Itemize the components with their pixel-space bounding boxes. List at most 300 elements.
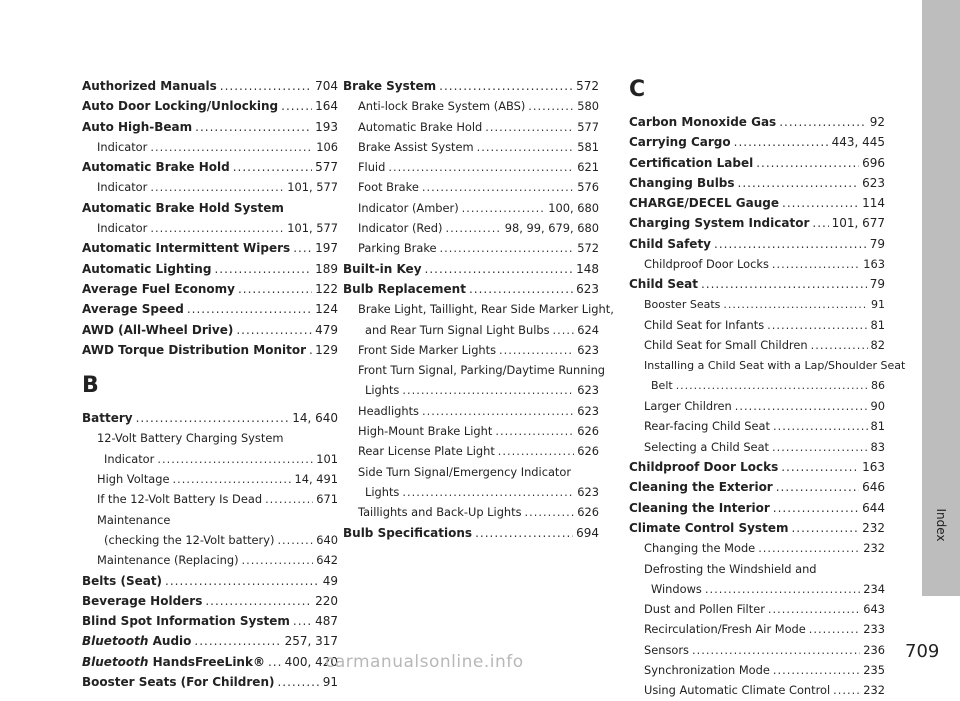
index-entry[interactable] — [82, 76, 338, 96]
leader-dots — [281, 96, 312, 116]
index-subentry[interactable] — [343, 218, 599, 238]
entry-label: High Voltage — [97, 472, 170, 487]
leader-dots — [136, 408, 290, 428]
leader-dots — [439, 76, 573, 96]
entry-label: Maintenance — [97, 512, 171, 527]
entry-page-ref[interactable]: 646 — [862, 480, 885, 495]
entry-page-ref[interactable]: 400, 420 — [284, 654, 338, 669]
index-subentry[interactable] — [343, 299, 614, 319]
leader-dots — [773, 416, 868, 436]
entry-label: Auto Door Locking/Unlocking — [82, 99, 279, 114]
index-subentry[interactable] — [82, 137, 338, 157]
leader-dots — [553, 320, 575, 340]
index-subentry[interactable] — [629, 437, 885, 457]
leader-dots — [738, 173, 860, 193]
leader-dots — [485, 117, 574, 137]
entry-page-ref[interactable]: 621 — [577, 160, 599, 175]
entry-page-ref[interactable]: 623 — [577, 342, 599, 357]
entry-label: Headlights — [358, 403, 419, 418]
index-column-3 — [629, 76, 906, 701]
index-subentry[interactable] — [343, 401, 599, 421]
entry-page-ref[interactable]: 189 — [315, 261, 338, 276]
index-entry[interactable] — [82, 652, 338, 672]
entry-page-ref[interactable]: 197 — [315, 241, 338, 256]
entry-label: Child Seat for Infants — [644, 317, 765, 332]
index-entry[interactable] — [343, 523, 599, 543]
entry-page-ref[interactable]: 82 — [870, 338, 885, 353]
entry-page-ref[interactable]: 101, 577 — [287, 180, 338, 195]
entry-label: Selecting a Child Seat — [644, 439, 770, 454]
entry-page-ref[interactable]: 163 — [863, 257, 885, 272]
entry-page-ref[interactable]: 100, 680 — [548, 200, 599, 215]
index-entry[interactable] — [629, 518, 885, 538]
leader-dots — [469, 279, 573, 299]
entry-label: Automatic Lighting — [82, 261, 212, 276]
entry-label: Blind Spot Information System — [82, 614, 290, 629]
entry-label: Brake System — [343, 79, 437, 93]
entry-page-ref[interactable]: 643 — [863, 602, 885, 617]
entry-page-ref[interactable]: 572 — [577, 241, 599, 256]
entry-page-ref[interactable]: 623 — [576, 281, 599, 296]
entry-page-ref[interactable]: 704 — [315, 79, 338, 93]
entry-label: Brake Assist System — [358, 139, 474, 154]
entry-page-ref[interactable]: 580 — [577, 99, 599, 114]
entry-page-ref[interactable]: 626 — [577, 444, 599, 459]
index-subentry[interactable] — [629, 295, 885, 315]
leader-dots — [676, 376, 868, 396]
entry-page-ref[interactable]: 623 — [862, 175, 885, 190]
entry-label: Installing a Child Seat with a Lap/Shoulder Seat — [644, 358, 906, 372]
entry-label: Front Side Marker Lights — [358, 342, 497, 357]
entry-page-ref[interactable]: 101, 577 — [287, 221, 338, 236]
entry-label: Average Speed — [82, 302, 184, 317]
watermark: carmanualsonline.info — [325, 652, 524, 672]
leader-dots — [758, 538, 860, 558]
leader-dots — [422, 177, 574, 197]
index-subentry[interactable] — [82, 530, 338, 550]
index-subentry[interactable] — [629, 335, 885, 355]
entry-label: Carbon Monoxide Gas — [629, 115, 777, 129]
leader-dots — [723, 295, 868, 315]
entry-page-ref[interactable]: 114 — [862, 196, 885, 211]
leader-dots — [714, 234, 867, 254]
index-entry[interactable] — [629, 457, 885, 477]
index-subentry[interactable] — [343, 421, 599, 441]
entry-label: Dust and Pollen Filter — [644, 602, 765, 617]
index-entry[interactable] — [629, 153, 885, 173]
entry-page-ref[interactable]: 220 — [315, 593, 338, 608]
index-subentry[interactable] — [629, 416, 885, 436]
leader-dots — [214, 259, 312, 279]
entry-page-ref[interactable]: 235 — [863, 663, 885, 678]
entry-page-ref[interactable]: 79 — [869, 277, 885, 292]
entry-page-ref[interactable]: 86 — [871, 378, 885, 392]
entry-label: Rear-facing Child Seat — [644, 419, 770, 434]
leader-dots — [812, 213, 828, 233]
entry-label: Automatic Brake Hold — [358, 119, 483, 134]
entry-page-ref[interactable]: 696 — [862, 155, 885, 170]
index-subentry[interactable] — [343, 96, 599, 116]
leader-dots — [528, 96, 574, 116]
entry-page-ref[interactable]: 642 — [316, 553, 338, 568]
index-subentry[interactable] — [343, 462, 599, 482]
index-column-1 — [82, 76, 338, 692]
index-entry[interactable] — [82, 571, 338, 591]
leader-dots — [781, 457, 859, 477]
entry-page-ref[interactable]: 479 — [315, 322, 338, 337]
entry-page-ref[interactable]: 581 — [577, 139, 599, 154]
index-entry[interactable] — [629, 132, 885, 152]
index-entry[interactable] — [82, 238, 338, 258]
entry-label: Side Turn Signal/Emergency Indicator — [358, 464, 572, 479]
index-entry[interactable] — [82, 408, 338, 428]
leader-dots — [150, 137, 313, 157]
entry-label: Child Seat for Small Children — [644, 338, 808, 353]
leader-dots — [768, 599, 860, 619]
index-entry[interactable] — [82, 591, 338, 611]
index-subentry[interactable] — [343, 157, 599, 177]
index-entry[interactable] — [629, 193, 885, 213]
index-entry[interactable] — [343, 259, 599, 279]
leader-dots — [236, 320, 312, 340]
entry-label: Childproof Door Locks — [644, 257, 769, 272]
leader-dots — [265, 489, 313, 509]
entry-page-ref[interactable]: 624 — [577, 322, 599, 337]
entry-page-ref[interactable]: 232 — [862, 520, 885, 535]
entry-label: Indicator — [97, 139, 148, 154]
leader-dots — [268, 652, 282, 672]
entry-page-ref[interactable]: 640 — [316, 532, 338, 547]
index-subentry[interactable] — [629, 315, 885, 335]
entry-page-ref[interactable]: 577 — [577, 119, 599, 134]
index-subentry[interactable] — [82, 177, 338, 197]
entry-label: Automatic Brake Hold System — [82, 200, 284, 215]
section-letter: C — [629, 77, 646, 102]
entry-label: Using Automatic Climate Control — [644, 683, 831, 698]
index-subentry[interactable] — [629, 538, 885, 558]
entry-label: Bluetooth Audio — [82, 634, 192, 649]
entry-page-ref[interactable]: 232 — [863, 541, 885, 556]
leader-dots — [705, 579, 860, 599]
entry-label: AWD Torque Distribution Monitor — [82, 342, 306, 357]
index-subentry[interactable] — [629, 376, 885, 396]
entry-label: Cleaning the Interior — [629, 500, 770, 515]
leader-dots — [293, 611, 312, 631]
index-entry[interactable] — [82, 96, 338, 116]
entry-page-ref[interactable]: 90 — [870, 399, 885, 414]
entry-page-ref[interactable]: 91 — [871, 297, 885, 311]
leader-dots — [809, 619, 860, 639]
entry-page-ref[interactable]: 193 — [315, 119, 338, 134]
index-entry[interactable] — [629, 477, 885, 497]
entry-page-ref[interactable]: 644 — [862, 500, 885, 515]
index-entry[interactable] — [82, 259, 338, 279]
index-subentry[interactable] — [82, 469, 338, 489]
leader-dots — [776, 477, 859, 497]
entry-page-ref[interactable]: 236 — [863, 642, 885, 657]
entry-label: 12-Volt Battery Charging System — [97, 431, 284, 446]
entry-page-ref[interactable]: 79 — [869, 236, 885, 251]
entry-label: Child Seat — [629, 277, 698, 292]
entry-label: Synchronization Mode — [644, 663, 770, 678]
entry-label: Belt — [651, 378, 673, 392]
entry-page-ref[interactable]: 92 — [869, 115, 885, 129]
entry-label: Maintenance (Replacing) — [97, 553, 239, 568]
index-entry[interactable] — [629, 213, 885, 233]
entry-label: Climate Control System — [629, 520, 789, 535]
entry-page-ref[interactable]: 163 — [862, 460, 885, 475]
entry-page-ref[interactable]: 106 — [316, 139, 338, 154]
index-entry[interactable] — [82, 631, 338, 651]
index-side-tab[interactable] — [922, 0, 960, 596]
index-entry[interactable] — [82, 157, 338, 177]
index-subentry[interactable] — [629, 660, 885, 680]
index-subentry[interactable] — [343, 340, 599, 360]
entry-page-ref[interactable]: 129 — [315, 342, 338, 357]
entry-page-ref[interactable]: 623 — [577, 403, 599, 418]
entry-label: Childproof Door Locks — [629, 460, 779, 475]
entry-label: Built-in Key — [343, 261, 422, 276]
entry-label: Anti-lock Brake System (ABS) — [358, 99, 526, 114]
index-entry[interactable] — [629, 498, 885, 518]
leader-dots — [165, 571, 320, 591]
index-entry[interactable] — [82, 117, 338, 137]
entry-label: High-Mount Brake Light — [358, 424, 493, 439]
entry-label: Lights — [365, 484, 400, 499]
entry-label: Defrosting the Windshield and — [644, 561, 817, 576]
entry-label: Bulb Replacement — [343, 281, 466, 296]
leader-dots — [150, 218, 284, 238]
index-subentry[interactable] — [82, 449, 338, 469]
index-subentry[interactable] — [343, 360, 606, 380]
entry-page-ref[interactable]: 49 — [322, 573, 338, 588]
leader-dots — [734, 132, 829, 152]
index-subentry[interactable] — [629, 579, 885, 599]
entry-label: Child Safety — [629, 236, 712, 251]
index-subentry[interactable] — [343, 177, 599, 197]
entry-page-ref[interactable]: 148 — [576, 261, 599, 276]
index-entry[interactable] — [82, 198, 338, 218]
entry-page-ref[interactable]: 164 — [315, 99, 338, 114]
index-subentry[interactable] — [82, 489, 338, 509]
entry-page-ref[interactable]: 671 — [316, 492, 338, 507]
entry-label: Booster Seats — [644, 297, 721, 311]
entry-label: Indicator — [104, 451, 155, 466]
leader-dots — [735, 396, 868, 416]
leader-dots — [462, 198, 546, 218]
leader-dots — [756, 153, 859, 173]
leader-dots — [277, 672, 319, 692]
index-subentry[interactable] — [629, 640, 885, 660]
entry-page-ref[interactable]: 257, 317 — [284, 634, 338, 649]
entry-page-ref[interactable]: 623 — [577, 484, 599, 499]
leader-dots — [701, 274, 867, 294]
entry-page-ref[interactable]: 576 — [577, 180, 599, 195]
index-entry[interactable] — [629, 173, 885, 193]
index-entry[interactable] — [629, 274, 885, 294]
index-subentry[interactable] — [629, 356, 906, 376]
entry-label: Larger Children — [644, 399, 732, 414]
entry-page-ref[interactable]: 694 — [576, 525, 599, 540]
entry-label: Bulb Specifications — [343, 525, 473, 540]
entry-page-ref[interactable]: 443, 445 — [831, 135, 885, 150]
section-letter: B — [82, 373, 99, 399]
entry-page-ref[interactable]: 91 — [322, 675, 338, 690]
entry-label: Fluid — [358, 160, 386, 175]
entry-label: Indicator (Red) — [358, 221, 443, 236]
index-entry[interactable] — [82, 320, 338, 340]
entry-label: Recirculation/Fresh Air Mode — [644, 622, 806, 637]
index-entry[interactable] — [343, 279, 599, 299]
entry-label: Bluetooth HandsFreeLink® — [82, 654, 265, 669]
index-subentry[interactable] — [343, 380, 599, 400]
entry-page-ref[interactable]: 101 — [316, 451, 338, 466]
index-column-2 — [343, 76, 614, 543]
entry-label: Brake Light, Taillight, Rear Side Marker Light, — [358, 302, 614, 317]
leader-dots — [205, 591, 312, 611]
leader-dots — [309, 340, 312, 360]
entry-label: Authorized Manuals — [82, 79, 217, 93]
index-subentry[interactable] — [343, 502, 599, 522]
index-entry[interactable] — [82, 340, 338, 360]
entry-label: Changing the Mode — [644, 541, 756, 556]
entry-label: Indicator (Amber) — [358, 200, 459, 215]
leader-dots — [499, 340, 574, 360]
entry-page-ref[interactable]: 234 — [863, 581, 885, 596]
index-subentry[interactable] — [82, 428, 338, 448]
index-subentry[interactable] — [343, 482, 599, 502]
leader-dots — [422, 401, 574, 421]
index-subentry[interactable] — [343, 320, 599, 340]
index-subentry[interactable] — [629, 254, 885, 274]
entry-page-ref[interactable]: 122 — [315, 281, 338, 296]
index-entry[interactable] — [629, 234, 885, 254]
index-subentry[interactable] — [343, 238, 599, 258]
leader-dots — [150, 177, 284, 197]
page-number: 709 — [905, 641, 940, 662]
entry-label: Cleaning the Exterior — [629, 480, 773, 495]
index-subentry[interactable] — [343, 117, 599, 137]
index-entry[interactable] — [82, 279, 338, 299]
leader-dots — [402, 482, 574, 502]
leader-dots — [525, 502, 575, 522]
index-subentry[interactable] — [343, 198, 599, 218]
entry-page-ref[interactable]: 98, 99, 679, 680 — [504, 221, 599, 236]
entry-label: Automatic Intermittent Wipers — [82, 241, 291, 256]
leader-dots — [187, 299, 312, 319]
entry-label: If the 12-Volt Battery Is Dead — [97, 492, 263, 507]
index-subentry[interactable] — [82, 510, 338, 530]
entry-page-ref[interactable]: 626 — [577, 424, 599, 439]
entry-label: Average Fuel Economy — [82, 281, 235, 296]
entry-label: Belts (Seat) — [82, 573, 163, 588]
leader-dots — [157, 449, 313, 469]
leader-dots — [773, 498, 859, 518]
leader-dots — [195, 117, 312, 137]
entry-label: and Rear Turn Signal Light Bulbs — [365, 322, 550, 337]
leader-dots — [772, 437, 867, 457]
leader-dots — [220, 76, 312, 96]
entry-page-ref[interactable]: 81 — [870, 419, 885, 434]
entry-page-ref[interactable]: 83 — [870, 439, 885, 454]
entry-page-ref[interactable]: 124 — [315, 302, 338, 317]
index-subentry[interactable] — [343, 137, 599, 157]
entry-label: Charging System Indicator — [629, 216, 810, 231]
leader-dots — [242, 550, 314, 570]
entry-label: Lights — [365, 383, 400, 398]
leader-dots — [402, 380, 574, 400]
index-entry[interactable] — [82, 299, 338, 319]
entry-label: Certification Label — [629, 155, 754, 170]
entry-page-ref[interactable]: 577 — [315, 160, 338, 175]
index-subentry[interactable] — [629, 619, 885, 639]
entry-label: Parking Brake — [358, 241, 437, 256]
leader-dots — [233, 157, 312, 177]
entry-label: Automatic Brake Hold — [82, 160, 230, 175]
leader-dots — [791, 518, 859, 538]
leader-dots — [773, 660, 860, 680]
leader-dots — [293, 238, 312, 258]
leader-dots — [194, 631, 281, 651]
entry-page-ref[interactable]: 81 — [870, 317, 885, 332]
entry-label: Rear License Plate Light — [358, 444, 495, 459]
entry-page-ref[interactable]: 626 — [577, 505, 599, 520]
entry-page-ref[interactable]: 487 — [315, 614, 338, 629]
leader-dots — [440, 238, 575, 258]
index-subentry[interactable] — [82, 218, 338, 238]
leader-dots — [772, 254, 860, 274]
index-subentry[interactable] — [629, 680, 885, 700]
entry-label: Booster Seats (For Children) — [82, 675, 275, 690]
leader-dots — [498, 441, 574, 461]
entry-label: Beverage Holders — [82, 593, 203, 608]
side-tab-label: Index — [934, 508, 948, 542]
leader-dots — [277, 530, 313, 550]
index-entry[interactable] — [82, 672, 338, 692]
entry-page-ref[interactable]: 623 — [577, 383, 599, 398]
entry-page-ref[interactable]: 572 — [576, 79, 599, 93]
entry-page-ref[interactable]: 101, 677 — [831, 216, 885, 231]
index-subentry[interactable] — [629, 559, 885, 579]
entry-label: Indicator — [97, 180, 148, 195]
leader-dots — [388, 157, 574, 177]
index-subentry[interactable] — [343, 441, 599, 461]
entry-page-ref[interactable]: 233 — [863, 622, 885, 637]
index-subentry[interactable] — [82, 550, 338, 570]
leader-dots — [833, 680, 860, 700]
entry-label: Windows — [651, 581, 702, 596]
index-entry[interactable] — [343, 76, 599, 96]
entry-label: Front Turn Signal, Parking/Daytime Running — [358, 363, 606, 378]
entry-label: Auto High-Beam — [82, 119, 193, 134]
leader-dots — [173, 469, 292, 489]
leader-dots — [425, 259, 574, 279]
entry-label: Taillights and Back-Up Lights — [358, 505, 522, 520]
leader-dots — [782, 193, 859, 213]
leader-dots — [495, 421, 574, 441]
entry-page-ref[interactable]: 14, 491 — [294, 472, 338, 487]
index-subentry[interactable] — [629, 396, 885, 416]
index-entry[interactable] — [629, 112, 885, 132]
entry-label: Changing Bulbs — [629, 175, 735, 190]
entry-label: Foot Brake — [358, 180, 419, 195]
index-subentry[interactable] — [629, 599, 885, 619]
leader-dots — [477, 137, 575, 157]
entry-label: Indicator — [97, 221, 148, 236]
index-entry[interactable] — [82, 611, 338, 631]
entry-page-ref[interactable]: 14, 640 — [292, 411, 338, 426]
entry-page-ref[interactable]: 232 — [863, 683, 885, 698]
